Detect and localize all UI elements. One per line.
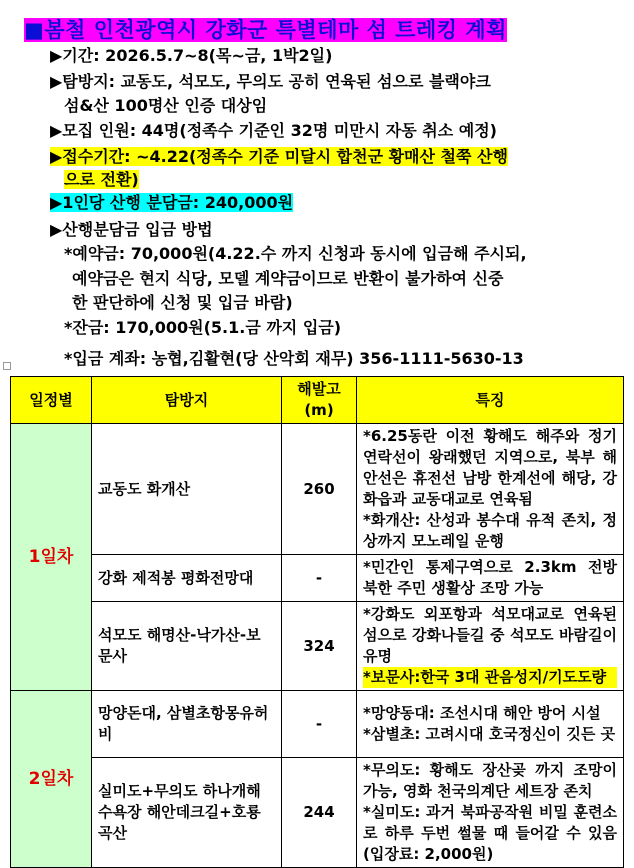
itinerary-table bbox=[10, 376, 624, 868]
height-cell: - bbox=[282, 691, 357, 758]
title-text: ■봄철 인천광역시 강화군 특별테마 섬 트레킹 계획 bbox=[24, 18, 507, 42]
header-features: 특징 bbox=[357, 377, 624, 424]
info-application-cont bbox=[64, 168, 139, 192]
feature-text: *강화도 외포항과 석모대교로 연육된 섬으로 강화나들길 중 석모도 바람길이 유명 bbox=[363, 605, 617, 665]
header-place: 탐방지 bbox=[92, 377, 282, 424]
info-deposit-cont1: 예약금은 현지 식당, 모델 계약금이므로 반환이 불가하여 신중 bbox=[72, 269, 504, 288]
feature-text: *민간인 통제구역으로 2.3km 전방 북한 주민 생활상 조망 가능 bbox=[363, 558, 617, 597]
info-application-text: ▶접수기간: ~4.22(정족수 기준 미달시 합천군 황매산 철쭉 산행 bbox=[50, 147, 508, 166]
place-cell: 교동도 화개산 bbox=[92, 424, 282, 555]
height-cell: 244 bbox=[282, 758, 357, 868]
info-application bbox=[50, 145, 508, 169]
features-cell bbox=[357, 758, 624, 868]
features-cell bbox=[357, 691, 624, 758]
features-cell bbox=[357, 602, 624, 691]
feature-text: *망양동대: 조선시대 해안 방어 시설 bbox=[363, 704, 601, 722]
info-period: ▶기간: 2026.5.7~8(목~금, 1박2일) bbox=[50, 46, 333, 65]
info-recruit: ▶모집 인원: 44명(정족수 기준인 32명 미만시 자동 취소 예정) bbox=[50, 121, 497, 140]
place-cell: 강화 제적봉 평화전망대 bbox=[92, 555, 282, 602]
table-row bbox=[11, 758, 624, 868]
features-cell bbox=[357, 424, 624, 555]
features-cell bbox=[357, 555, 624, 602]
info-balance: *잔금: 170,000원(5.1.금 까지 입금) bbox=[64, 318, 342, 337]
table-header-row bbox=[11, 377, 624, 424]
info-application-cont-text: 으로 전환) bbox=[64, 170, 139, 189]
height-cell: - bbox=[282, 555, 357, 602]
info-account: *입금 계좌: 농협,김활현(당 산악회 재무) 356-1111-5630-13 bbox=[64, 349, 524, 368]
info-deposit-cont2: 한 판단하에 신청 및 입금 바람) bbox=[72, 293, 293, 312]
table-move-handle[interactable] bbox=[3, 362, 11, 370]
height-cell: 260 bbox=[282, 424, 357, 555]
place-cell: 실미도+무의도 하나개해수욕장 해안데크길+호룡곡산 bbox=[92, 758, 282, 868]
place-cell: 석모도 해명산-낙가산-보문사 bbox=[92, 602, 282, 691]
height-cell: 324 bbox=[282, 602, 357, 691]
header-height: 해발고 (m) bbox=[282, 377, 357, 424]
feature-text: *삼별초: 고려시대 호국정신이 깃든 곳 bbox=[363, 725, 616, 743]
feature-text: *실미도: 과거 북파공작원 비밀 훈련소로 하루 두번 썰물 때 들어갈 수 있음(입장료: 2,000원) bbox=[363, 803, 617, 863]
table-row bbox=[11, 602, 624, 691]
feature-text-highlight: *보문사:한국 3대 관음성지/기도도량 bbox=[363, 667, 617, 688]
info-destination: ▶탐방지: 교동도, 석모도, 무의도 공히 연육된 섬으로 블랙야크 bbox=[50, 72, 491, 91]
place-cell: 망양돈대, 삼별초항몽유허비 bbox=[92, 691, 282, 758]
day2-cell: 2일차 bbox=[11, 691, 92, 868]
day1-cell: 1일차 bbox=[11, 424, 92, 691]
table-row bbox=[11, 424, 624, 555]
document-title bbox=[24, 14, 507, 44]
table-row bbox=[11, 555, 624, 602]
header-schedule: 일정별 bbox=[11, 377, 92, 424]
feature-text: *화개산: 산성과 봉수대 유적 존치, 정상까지 모노레일 운행 bbox=[363, 511, 617, 550]
feature-text: *6.25동란 이전 황해도 해주와 정기연락선이 왕래했던 지역으로, 북부 해안선은 휴전선 남방 한계선에 해당, 강화읍과 교동대교로 연육됨 bbox=[363, 427, 617, 508]
table-row bbox=[11, 691, 624, 758]
info-destination-cont: 섬&산 100명산 인증 대상임 bbox=[64, 96, 268, 115]
info-payment: ▶산행분담금 입금 방법 bbox=[50, 220, 213, 239]
info-deposit: *예약금: 70,000원(4.22.수 까지 신청과 동시에 입금해 주시되, bbox=[64, 244, 527, 263]
info-fee-text: ▶1인당 산행 분담금: 240,000원 bbox=[50, 193, 294, 212]
info-fee bbox=[50, 191, 293, 215]
feature-text: *무의도: 황해도 장산곶 까지 조망이 가능, 영화 천국의계단 세트장 존치 bbox=[363, 761, 617, 800]
